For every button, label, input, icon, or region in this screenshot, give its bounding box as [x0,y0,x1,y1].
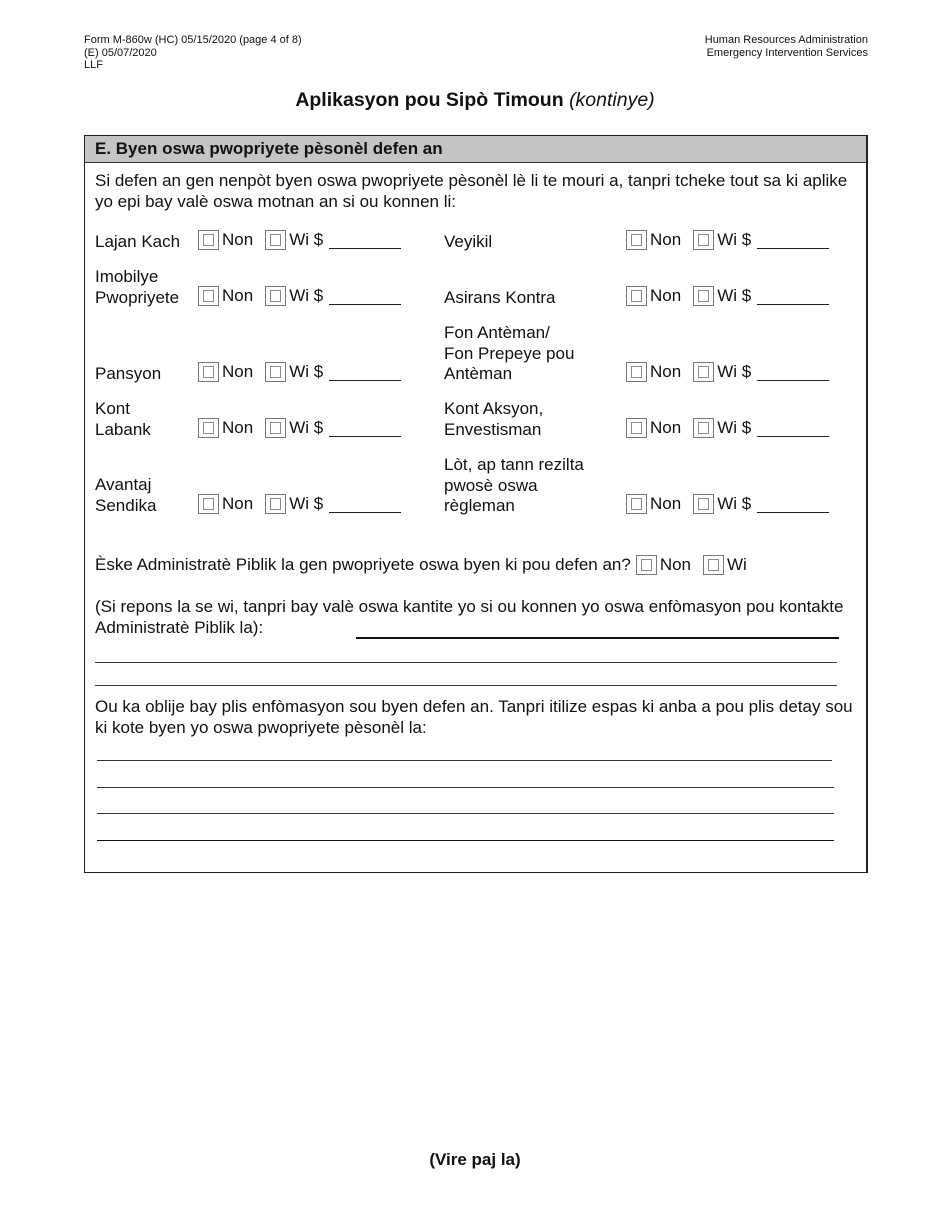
insurance-yes-checkbox[interactable] [693,286,714,306]
title-main: Aplikasyon pou Sipò Timoun [295,89,564,111]
admin-info-field[interactable] [356,637,839,639]
no-label: Non [650,286,682,305]
form-number: Form M-860w (HC) 05/15/2020 (page 4 of 8) [84,34,302,46]
admin-no-checkbox[interactable] [636,555,657,575]
asset-options-union-benefits [198,494,401,514]
yes-label: Wi $ [717,362,752,381]
asset-options-stocks [626,418,829,438]
admin-info-line-2[interactable] [95,662,837,663]
yes-label: Wi $ [289,230,324,249]
form-number-header [84,34,302,72]
asset-options-real-estate [198,286,401,306]
asset-label-real-estate: Imobilye Pwopriyete [95,267,180,307]
bank-account-no-checkbox[interactable] [198,418,219,438]
admin-yes-label: Wi [727,555,747,574]
yes-label: Wi $ [289,286,324,305]
details-line-2[interactable] [97,787,834,788]
form-language-code: LLF [84,59,103,71]
pending-settlement-no-checkbox[interactable] [626,494,647,514]
details-line-4[interactable] [97,840,834,841]
insurance-amount-field[interactable] [757,287,829,305]
union-benefits-amount-field[interactable] [329,495,401,513]
burial-fund-no-checkbox[interactable] [626,362,647,382]
asset-label-insurance: Asirans Kontra [444,288,556,307]
details-line-3[interactable] [97,813,834,814]
agency-division: Emergency Intervention Services [706,46,868,59]
burial-fund-yes-checkbox[interactable] [693,362,714,382]
no-label: Non [650,362,682,381]
turn-page-note: (Vire paj la) [429,1150,521,1169]
cash-yes-checkbox[interactable] [265,230,286,250]
asset-options-burial-fund [626,362,829,382]
admin-no-label: Non [659,555,692,574]
admin-followup-text: (Si repons la se wi, tanpri bay valè oswa kantite yo si ou konnen yo oswa enfòmasyon pou kontakte Administratè Piblik la): [95,597,844,637]
yes-label: Wi $ [717,286,752,305]
asset-options-pending-settlement [626,494,829,514]
agency-name: Human Resources Administration [704,34,868,46]
yes-label: Wi $ [717,230,752,249]
asset-label-pension: Pansyon [95,364,162,383]
asset-label-burial-fund: Fon Antèman/ Fon Prepeye pou Antèman [444,323,575,383]
vehicle-amount-field[interactable] [757,231,829,249]
asset-label-vehicle: Veyikil [444,232,493,251]
asset-options-cash [198,230,401,250]
no-label: Non [222,418,254,437]
section-e-box [84,135,868,873]
no-label: Non [222,230,254,249]
vehicle-yes-checkbox[interactable] [693,230,714,250]
no-label: Non [222,286,254,305]
asset-options-bank-account [198,418,401,438]
union-benefits-no-checkbox[interactable] [198,494,219,514]
asset-label-pending-settlement: Lòt, ap tann rezilta pwosè oswa règleman [444,455,584,515]
asset-options-pension [198,362,401,382]
admin-info-line-3[interactable] [95,685,837,686]
pending-settlement-yes-checkbox[interactable] [693,494,714,514]
yes-label: Wi $ [717,418,752,437]
section-heading: E. Byen oswa pwopriyete pèsonèl defen an [85,136,866,163]
yes-label: Wi $ [289,494,324,513]
no-label: Non [222,494,254,513]
real-estate-amount-field[interactable] [329,287,401,305]
real-estate-yes-checkbox[interactable] [265,286,286,306]
bank-account-yes-checkbox[interactable] [265,418,286,438]
pension-no-checkbox[interactable] [198,362,219,382]
no-label: Non [650,230,682,249]
asset-options-vehicle [626,230,829,250]
stocks-amount-field[interactable] [757,419,829,437]
stocks-no-checkbox[interactable] [626,418,647,438]
asset-label-cash: Lajan Kach [95,232,181,251]
no-label: Non [650,494,682,513]
yes-label: Wi $ [289,362,324,381]
pending-settlement-amount-field[interactable] [757,495,829,513]
more-info-text: Ou ka oblije bay plis enfòmasyon sou byen defen an. Tanpri itilize espas ki anba a pou plis detay sou ki kote byen yo oswa pwopriyete pèsonèl la: [95,697,853,737]
admin-question-text: Èske Administratè Piblik la gen pwopriyete oswa byen ki pou defen an? [95,555,631,574]
section-intro: Si defen an gen nenpòt byen oswa pwopriyete pèsonèl lè li te mouri a, tanpri tcheke tout sa ki aplike yo epi bay valè oswa motnan an si ou konnen li: [95,171,848,211]
details-line-1[interactable] [97,760,832,761]
no-label: Non [650,418,682,437]
real-estate-no-checkbox[interactable] [198,286,219,306]
admin-yes-checkbox[interactable] [703,555,724,575]
form-edition-date: (E) 05/07/2020 [84,46,157,59]
yes-label: Wi $ [717,494,752,513]
page-title [0,89,950,112]
pension-yes-checkbox[interactable] [265,362,286,382]
no-label: Non [222,362,254,381]
agency-header [705,34,868,59]
cash-amount-field[interactable] [329,231,401,249]
asset-options-insurance [626,286,829,306]
title-sub: (kontinye) [569,89,655,111]
bank-account-amount-field[interactable] [329,419,401,437]
vehicle-no-checkbox[interactable] [626,230,647,250]
asset-label-union-benefits: Avantaj Sendika [95,475,157,515]
asset-label-stocks: Kont Aksyon, Envestisman [444,399,544,439]
insurance-no-checkbox[interactable] [626,286,647,306]
public-administrator-question [95,554,747,576]
cash-no-checkbox[interactable] [198,230,219,250]
asset-label-bank-account: Kont Labank [95,399,151,439]
pension-amount-field[interactable] [329,363,401,381]
stocks-yes-checkbox[interactable] [693,418,714,438]
union-benefits-yes-checkbox[interactable] [265,494,286,514]
yes-label: Wi $ [289,418,324,437]
burial-fund-amount-field[interactable] [757,363,829,381]
